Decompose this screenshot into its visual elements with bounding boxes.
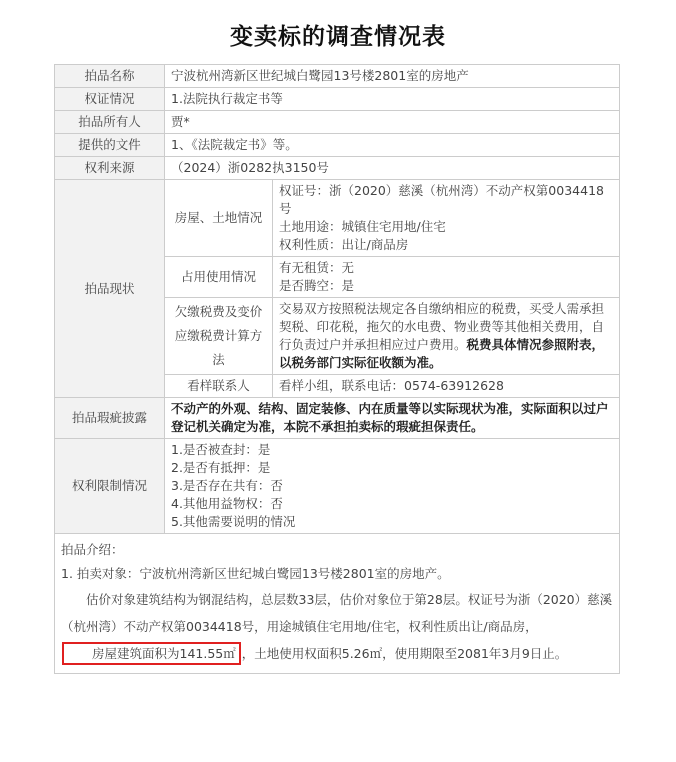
intro-cell [55,534,620,674]
label-title-status: 权证情况 [55,88,165,111]
area-highlight: 房屋建筑面积为141.55㎡ [62,642,241,665]
value-defects: 不动产的外观、结构、固定装修、内在质量等以实际现状为准，实际面积以过户登记机关确定为准，本院不承担拍卖标的瑕疵担保责任。 [165,398,620,439]
row-house-land [55,180,620,257]
tax-bold-note: 税费具体情况参照附表，以税务部门实际征收额为准。 [279,337,605,370]
label-house-land: 房屋、土地情况 [165,180,273,257]
label-contact: 看样联系人 [165,375,273,398]
tax-text: 交易双方按照税法规定各自缴纳相应的税费，买受人需承担契税、印花税，拖欠的水电费、物业费等其他相关费用，自行负责过户并承担相应过户费用。 [279,301,605,352]
label-occupancy: 占用使用情况 [165,257,273,298]
value-tax [273,298,620,375]
restriction-item: 3.是否存在共有：否 [171,478,283,493]
label-defects: 拍品瑕疵披露 [55,398,165,439]
row-title-status [55,88,620,111]
row-restrictions [55,439,620,534]
restriction-item: 1.是否被查封：是 [171,442,271,457]
value-contact: 看样小组，联系电话：0574-63912628 [273,375,620,398]
label-tax: 欠缴税费及变价应缴税费计算方法 [165,298,273,375]
row-rights-source [55,157,620,180]
value-occupancy [273,257,620,298]
value-rights-source: （2024）浙0282执3150号 [165,157,620,180]
house-land-cert: 权证号：浙（2020）慈溪（杭州湾）不动产权第0034418号 [279,183,604,216]
occupancy-lease: 有无租赁：无 [279,260,355,275]
page-title: 变卖标的调查情况表 [230,24,446,50]
label-owner: 拍品所有人 [55,111,165,134]
occupancy-vacated: 是否腾空：是 [279,278,355,293]
label-item-name: 拍品名称 [55,65,165,88]
label-rights-source: 权利来源 [55,157,165,180]
label-documents: 提供的文件 [55,134,165,157]
label-restrictions: 权利限制情况 [55,439,165,534]
intro-auction-object: 1. 拍卖对象：宁波杭州湾新区世纪城白鹭园13号楼2801室的房地产。 [61,566,450,581]
row-defects [55,398,620,439]
value-restrictions [165,439,620,534]
value-item-name: 宁波杭州湾新区世纪城白鹭园13号楼2801室的房地产 [165,65,620,88]
value-house-land [273,180,620,257]
house-land-nature: 权利性质：出让/商品房 [279,237,409,252]
row-intro [55,534,620,674]
restriction-item: 2.是否有抵押：是 [171,460,271,475]
row-item-name [55,65,620,88]
value-owner: 贾* [165,111,620,134]
survey-table [54,64,620,674]
intro-text-after: ，土地使用权面积5.26㎡，使用期限至2081年3月9日止。 [241,646,568,661]
restriction-item: 5.其他需要说明的情况 [171,514,296,529]
intro-paragraph [61,586,613,667]
intro-title: 拍品介绍： [61,542,124,557]
house-land-use: 土地用途：城镇住宅用地/住宅 [279,219,446,234]
value-title-status: 1.法院执行裁定书等 [165,88,620,111]
intro-text-before: 估价对象建筑结构为钢混结构，总层数33层，估价对象位于第28层。权证号为浙（2020）慈溪（杭州湾）不动产权第0034418号，用途城镇住宅用地/住宅，权利性质出让/商品房， [61,592,613,634]
row-owner [55,111,620,134]
value-documents: 1、《法院裁定书》等。 [165,134,620,157]
restriction-item: 4.其他用益物权：否 [171,496,283,511]
row-documents [55,134,620,157]
label-item-status: 拍品现状 [55,180,165,398]
